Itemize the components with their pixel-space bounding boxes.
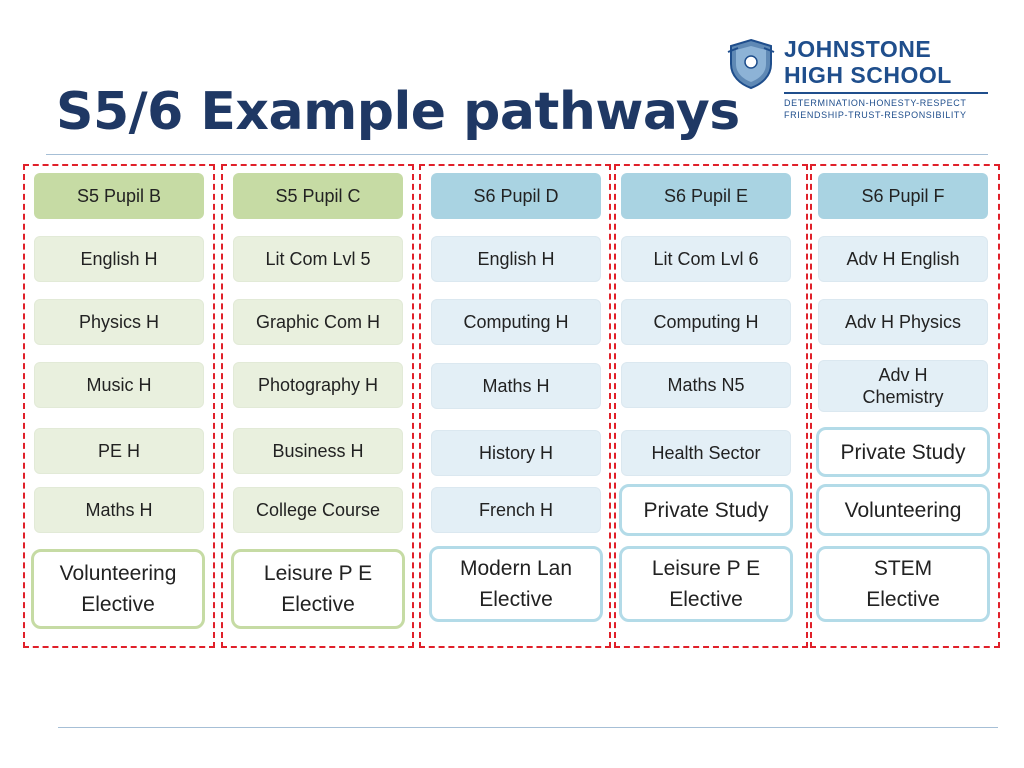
subject-card: French H (431, 487, 601, 533)
slide-title: S5/6 Example pathways (56, 82, 740, 142)
logo-divider (784, 92, 988, 94)
elective-card: Leisure P E Elective (619, 546, 793, 622)
pupil-header: S6 Pupil F (818, 173, 988, 219)
subject-card: Computing H (621, 299, 791, 345)
school-logo (726, 36, 992, 126)
elective-card: Modern Lan Elective (429, 546, 603, 622)
elective-card: STEM Elective (816, 546, 990, 622)
subject-card: Maths N5 (621, 362, 791, 408)
pupil-header: S5 Pupil C (233, 173, 403, 219)
school-crest-icon (726, 38, 776, 90)
subject-card: PE H (34, 428, 204, 474)
subject-card: Adv H Physics (818, 299, 988, 345)
pathway-column-pupil-b (23, 164, 215, 648)
subject-card: Graphic Com H (233, 299, 403, 345)
subject-card: Maths H (34, 487, 204, 533)
elective-card: Leisure P E Elective (231, 549, 405, 629)
subject-card: Business H (233, 428, 403, 474)
subject-card: Lit Com Lvl 6 (621, 236, 791, 282)
subject-card: College Course (233, 487, 403, 533)
subject-card: Adv H Chemistry (818, 360, 988, 412)
pupil-header: S6 Pupil E (621, 173, 791, 219)
school-motto-line2: FRIENDSHIP-TRUST-RESPONSIBILITY (784, 110, 967, 120)
subject-card: Photography H (233, 362, 403, 408)
subject-card: Computing H (431, 299, 601, 345)
subject-card: English H (34, 236, 204, 282)
school-name-line2: HIGH SCHOOL (784, 62, 952, 88)
title-divider (46, 154, 988, 155)
pathway-column-pupil-d (419, 164, 611, 648)
footer-divider (58, 727, 998, 728)
subject-card: Music H (34, 362, 204, 408)
subject-card: History H (431, 430, 601, 476)
elective-card: Volunteering Elective (31, 549, 205, 629)
subject-card: Health Sector (621, 430, 791, 476)
pupil-header: S6 Pupil D (431, 173, 601, 219)
school-motto-line1: DETERMINATION-HONESTY-RESPECT (784, 98, 967, 108)
school-name-line1: JOHNSTONE (784, 36, 932, 62)
subject-card: Physics H (34, 299, 204, 345)
subject-card: English H (431, 236, 601, 282)
pathway-column-pupil-f (810, 164, 1000, 648)
pathway-column-pupil-c (221, 164, 414, 648)
subject-card: Volunteering (816, 484, 990, 536)
subject-card: Lit Com Lvl 5 (233, 236, 403, 282)
subject-card: Private Study (619, 484, 793, 536)
pathway-column-pupil-e (614, 164, 808, 648)
subject-card: Adv H English (818, 236, 988, 282)
subject-card: Private Study (816, 427, 990, 477)
pupil-header: S5 Pupil B (34, 173, 204, 219)
subject-card: Maths H (431, 363, 601, 409)
